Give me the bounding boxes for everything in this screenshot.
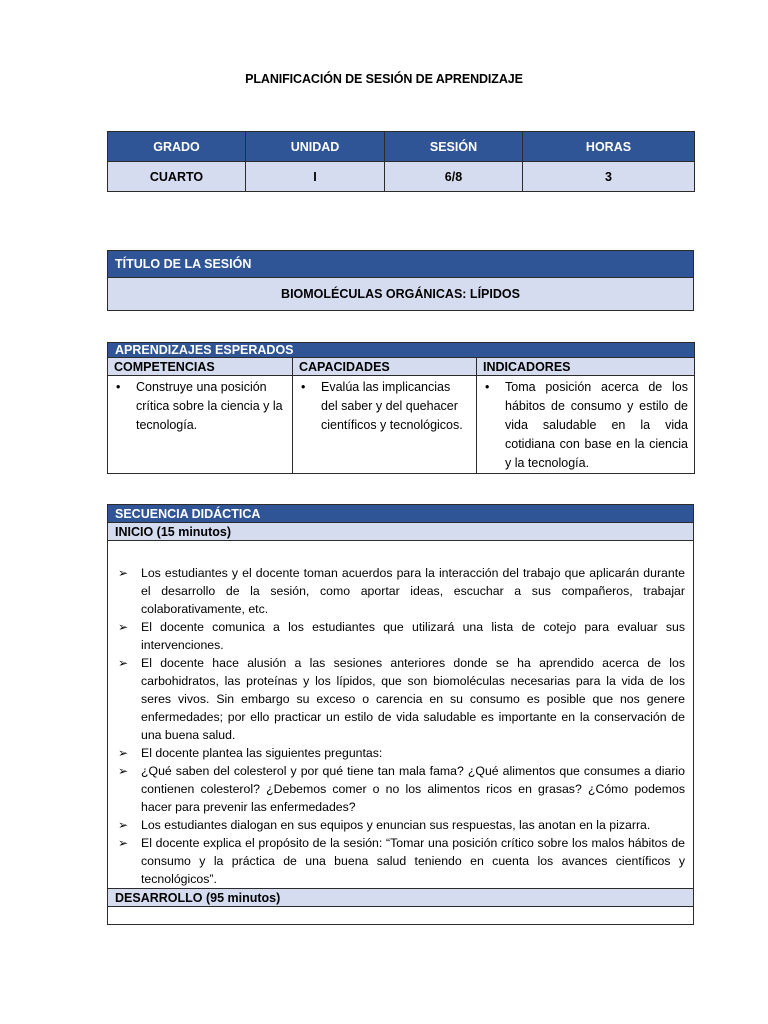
indicadores-cell <box>477 376 695 474</box>
list-item-text: El docente comunica a los estudiantes que utilizará una lista de cotejo para evaluar sus intervenciones. <box>141 620 685 652</box>
capacidades-cell <box>293 376 477 474</box>
didactic-sequence-table <box>107 504 694 925</box>
indicadores-text: Toma posición acerca de los hábitos de consumo y estilo de vida saludable en la vida cotidiana con base en la ciencia y la tecnología. <box>505 380 688 470</box>
arrow-bullet-icon: ➢ <box>118 746 129 760</box>
bullet-icon: • <box>116 380 121 394</box>
arrow-bullet-icon: ➢ <box>118 764 129 778</box>
list-item-text: El docente explica el propósito de la sesión: “Tomar una posición crítico sobre los malos hábitos de consumo y la práctica de una buena salud teniendo en cuenta los avances científicos y tecnológicos”. <box>141 836 685 886</box>
session-title-table <box>107 250 694 311</box>
session-title-label: TÍTULO DE LA SESIÓN <box>108 251 694 278</box>
list-item-text: ¿Qué saben del colesterol y por qué tiene tan mala fama? ¿Qué alimentos que consumes a diario contienen colesterol? ¿Debemos comer o no los alimentos ricos en grasas? ¿Cómo podemos hacer para prevenir las enfermedades? <box>141 764 685 814</box>
bullet-icon: • <box>301 380 306 394</box>
header-unidad: UNIDAD <box>246 132 385 162</box>
value-unidad: I <box>246 162 385 192</box>
info-table <box>107 131 695 192</box>
arrow-bullet-icon: ➢ <box>118 836 129 850</box>
column-indicadores: INDICADORES <box>477 358 695 376</box>
column-competencias: COMPETENCIAS <box>108 358 293 376</box>
list-item <box>118 618 685 654</box>
list-item <box>118 654 685 744</box>
inicio-content <box>108 541 694 889</box>
list-item-text: Los estudiantes dialogan en sus equipos y enuncian sus respuestas, las anotan en la pizarra. <box>141 818 651 832</box>
list-item <box>118 564 685 618</box>
header-sesion: SESIÓN <box>385 132 523 162</box>
competencias-text: Construye una posición crítica sobre la ciencia y la tecnología. <box>136 380 283 432</box>
inicio-list <box>118 564 685 888</box>
learning-outcomes-title: APRENDIZAJES ESPERADOS <box>108 343 695 358</box>
arrow-bullet-icon: ➢ <box>118 566 129 580</box>
header-horas: HORAS <box>523 132 695 162</box>
list-item-text: El docente hace alusión a las sesiones anteriores donde se ha aprendido acerca de los carbohidratos, las proteínas y los lípidos, que son biomoléculas necesarias para la vida de los seres vivos. Sin embargo su exceso o carencia en su consumo es posible que nos genere enfermedades; por ello practicar un estilo de vida saludable es importante en la conservación de una buena salud. <box>141 656 685 742</box>
arrow-bullet-icon: ➢ <box>118 620 129 634</box>
desarrollo-content <box>108 907 694 925</box>
value-horas: 3 <box>523 162 695 192</box>
list-item <box>118 744 685 762</box>
session-title-value: BIOMOLÉCULAS ORGÁNICAS: LÍPIDOS <box>108 278 694 311</box>
list-item <box>118 816 685 834</box>
competencias-cell <box>108 376 293 474</box>
arrow-bullet-icon: ➢ <box>118 656 129 670</box>
desarrollo-label: DESARROLLO (95 minutos) <box>108 889 694 907</box>
header-grado: GRADO <box>108 132 246 162</box>
document-title: PLANIFICACIÓN DE SESIÓN DE APRENDIZAJE <box>245 72 523 86</box>
learning-outcomes-table <box>107 342 695 474</box>
column-capacidades: CAPACIDADES <box>293 358 477 376</box>
list-item <box>118 834 685 888</box>
list-item-text: El docente plantea las siguientes preguntas: <box>141 746 383 760</box>
info-header-row <box>108 132 695 162</box>
bullet-icon: • <box>485 380 490 394</box>
list-item-text: Los estudiantes y el docente toman acuerdos para la interacción del trabajo que aplicarán durante el desarrollo de la sesión, como aportar ideas, escuchar a sus compañeros, trabajar colaborativamente, etc. <box>141 566 685 616</box>
list-item <box>118 762 685 816</box>
inicio-label: INICIO (15 minutos) <box>108 523 694 541</box>
didactic-sequence-title: SECUENCIA DIDÁCTICA <box>108 505 694 523</box>
value-grado: CUARTO <box>108 162 246 192</box>
capacidades-text: Evalúa las implicancias del saber y del quehacer científicos y tecnológicos. <box>321 380 463 432</box>
value-sesion: 6/8 <box>385 162 523 192</box>
info-value-row <box>108 162 695 192</box>
arrow-bullet-icon: ➢ <box>118 818 129 832</box>
